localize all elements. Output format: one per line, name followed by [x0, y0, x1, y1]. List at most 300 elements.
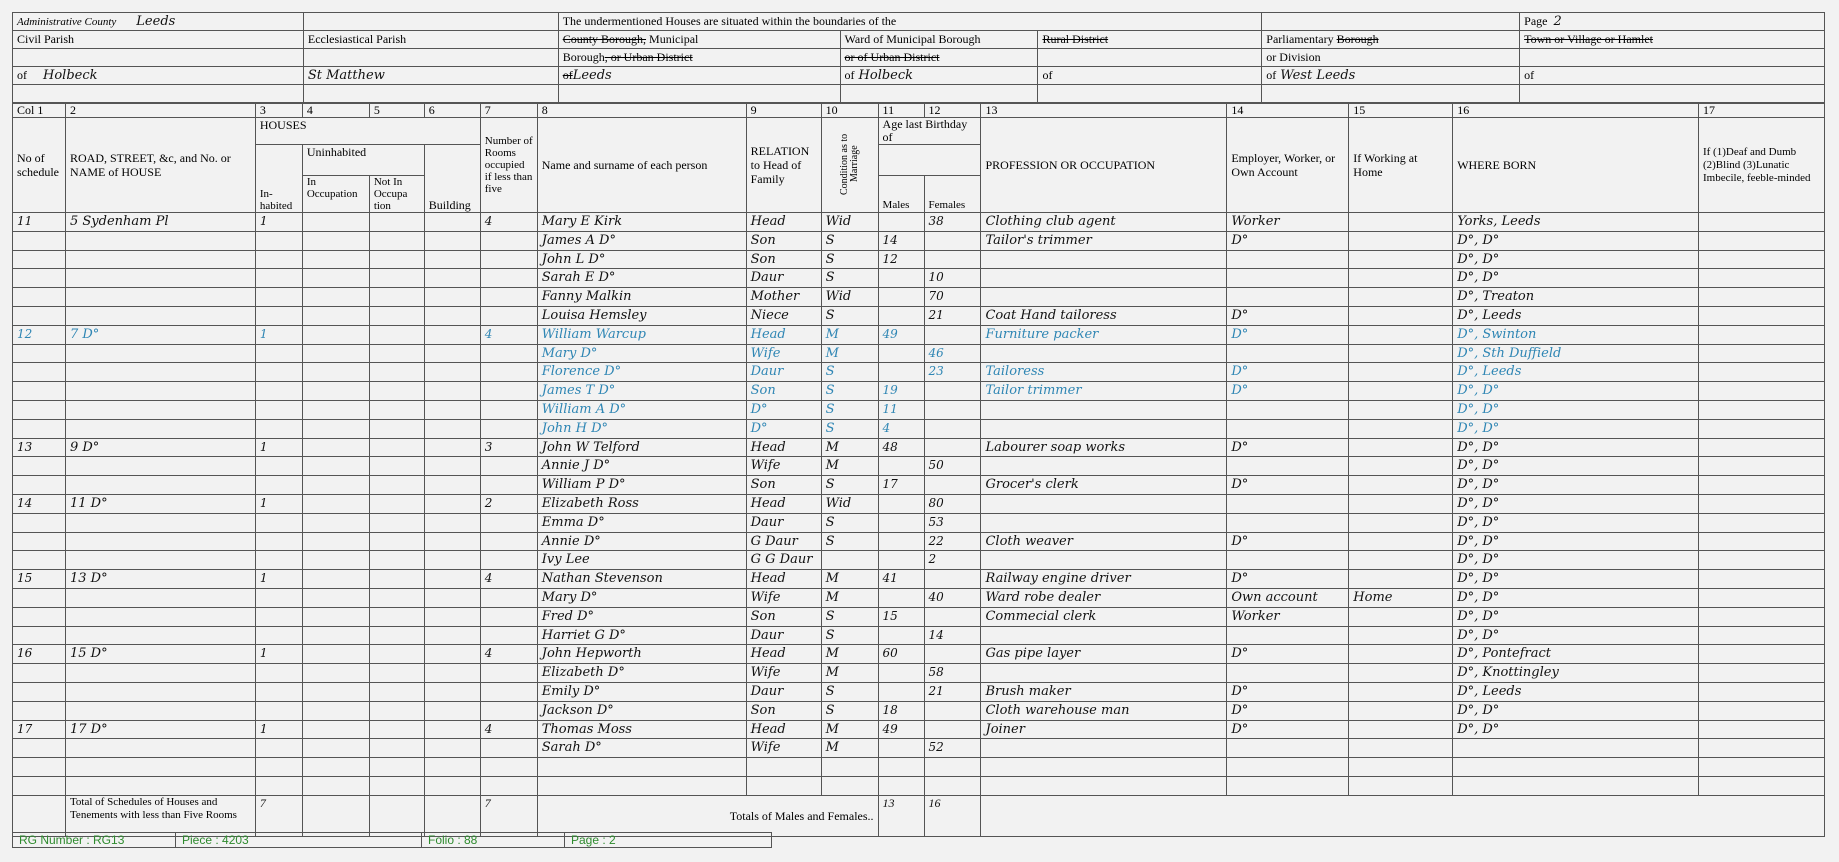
in-occupation-cell — [302, 288, 369, 307]
where-born-cell: D°, Knottingley — [1453, 664, 1699, 683]
where-born-cell: D°, D° — [1453, 494, 1699, 513]
male-age-cell: 15 — [878, 607, 924, 626]
employer-status-cell: D° — [1227, 382, 1349, 401]
total-females: 16 — [928, 795, 941, 810]
inhabited-cell — [255, 607, 302, 626]
relation-cell: Head — [746, 325, 821, 344]
in-occupation-cell — [302, 645, 369, 664]
working-at-home-cell — [1349, 532, 1453, 551]
empty-row — [13, 776, 1825, 795]
where-born-cell: D°, D° — [1453, 419, 1699, 438]
marital-condition-cell: S — [821, 363, 878, 382]
not-in-occupation-cell — [369, 438, 424, 457]
female-age-cell — [924, 382, 981, 401]
table-row — [13, 739, 1825, 758]
relation-cell: Head — [746, 438, 821, 457]
working-at-home-cell — [1349, 607, 1453, 626]
where-born-cell: D°, D° — [1453, 701, 1699, 720]
infirmity-cell — [1698, 306, 1824, 325]
inhabited-cell — [255, 513, 302, 532]
female-age-cell: 50 — [924, 457, 981, 476]
relation-cell: Son — [746, 382, 821, 401]
building-header: Building — [428, 198, 471, 212]
road-address-cell: 11 D° — [65, 494, 255, 513]
marital-condition-cell: Wid — [821, 213, 878, 232]
column-number: 16 — [1453, 104, 1699, 118]
municipal-label: Municipal — [646, 32, 699, 46]
empty-cell — [537, 758, 746, 777]
infirmity-cell — [1698, 438, 1824, 457]
relation-cell: Wife — [746, 457, 821, 476]
not-in-occupation-cell — [369, 231, 424, 250]
in-occupation-cell — [302, 494, 369, 513]
folio-number: Folio : 88 — [428, 833, 478, 847]
building-cell — [424, 419, 480, 438]
relation-cell: Son — [746, 701, 821, 720]
rural-district-struck: Rural District — [1042, 32, 1109, 46]
marital-condition-cell: M — [821, 720, 878, 739]
building-cell — [424, 363, 480, 382]
occupation-cell: Grocer's clerk — [981, 476, 1227, 495]
not-in-occupation-cell — [369, 682, 424, 701]
in-occupation-cell — [302, 664, 369, 683]
marital-condition-cell: Wid — [821, 494, 878, 513]
employer-status-cell — [1227, 419, 1349, 438]
rooms-count-cell — [480, 306, 537, 325]
employer-status-cell: D° — [1227, 645, 1349, 664]
infirmity-cell — [1698, 551, 1824, 570]
empty-cell — [369, 758, 424, 777]
working-at-home-cell — [1349, 682, 1453, 701]
rooms-count-cell: 3 — [480, 438, 537, 457]
working-at-home-cell — [1349, 701, 1453, 720]
relation-cell: Head — [746, 213, 821, 232]
employer-status-cell: D° — [1227, 363, 1349, 382]
infirmity-header: If (1)Deaf and Dumb (2)Blind (3)Lunatic Imbecile, feeble-minded — [1702, 145, 1811, 184]
female-age-cell — [924, 419, 981, 438]
admin-county-label: Administrative County — [17, 16, 117, 28]
building-cell — [424, 720, 480, 739]
road-address-cell — [65, 250, 255, 269]
marital-condition-cell: S — [821, 269, 878, 288]
female-age-cell: 10 — [924, 269, 981, 288]
inhabited-cell — [255, 231, 302, 250]
infirmity-cell — [1698, 288, 1824, 307]
female-age-cell — [924, 720, 981, 739]
inhabited-cell — [255, 419, 302, 438]
inhabited-cell — [255, 288, 302, 307]
in-occupation-cell — [302, 269, 369, 288]
rooms-header: Number of Rooms occupied if less than five — [484, 135, 533, 195]
working-at-home-cell — [1349, 476, 1453, 495]
schedule-number-cell — [13, 588, 66, 607]
employer-status-cell: D° — [1227, 570, 1349, 589]
column-number: 15 — [1349, 104, 1453, 118]
county-borough-struck: County Borough, — [562, 32, 647, 46]
table-row — [13, 551, 1825, 570]
schedule-header: No of schedule — [17, 151, 59, 179]
employer-status-cell: D° — [1227, 231, 1349, 250]
urban-district-struck: , or Urban District — [604, 50, 693, 64]
parliamentary-label: Parliamentary — [1266, 32, 1334, 46]
schedule-number-cell: 12 — [13, 325, 66, 344]
road-address-cell — [65, 231, 255, 250]
name-header: Name and surname of each person — [541, 158, 708, 172]
marital-condition-cell: M — [821, 325, 878, 344]
road-address-cell — [65, 532, 255, 551]
road-address-cell — [65, 363, 255, 382]
person-name-cell: Annie D° — [537, 532, 746, 551]
parliamentary-borough-struck: Borough — [1336, 32, 1379, 46]
infirmity-cell — [1698, 363, 1824, 382]
male-age-cell — [878, 551, 924, 570]
empty-cell — [924, 776, 981, 795]
empty-cell — [981, 758, 1227, 777]
marital-condition-cell: S — [821, 607, 878, 626]
female-age-cell: 38 — [924, 213, 981, 232]
person-name-cell: John W Telford — [537, 438, 746, 457]
infirmity-cell — [1698, 382, 1824, 401]
occupation-cell — [981, 457, 1227, 476]
town-village-struck: Town or Village or Hamlet — [1524, 32, 1653, 46]
where-born-cell: D°, D° — [1453, 438, 1699, 457]
employer-status-cell: D° — [1227, 306, 1349, 325]
male-age-cell: 19 — [878, 382, 924, 401]
employer-status-cell: D° — [1227, 701, 1349, 720]
empty-cell — [821, 776, 878, 795]
empty-cell — [424, 776, 480, 795]
schedule-number-cell: 16 — [13, 645, 66, 664]
building-cell — [424, 551, 480, 570]
road-address-cell — [65, 344, 255, 363]
person-name-cell: John L D° — [537, 250, 746, 269]
age-header: Age last Birthday of — [882, 117, 968, 144]
person-name-cell: Ivy Lee — [537, 551, 746, 570]
not-in-occupation-cell — [369, 250, 424, 269]
schedule-number-cell — [13, 231, 66, 250]
marital-condition-cell: M — [821, 645, 878, 664]
not-in-occupation-cell — [369, 626, 424, 645]
female-age-cell: 22 — [924, 532, 981, 551]
table-row — [13, 513, 1825, 532]
of-label: of — [1524, 68, 1535, 82]
working-at-home-cell — [1349, 231, 1453, 250]
empty-cell — [13, 776, 66, 795]
in-occupation-cell — [302, 607, 369, 626]
table-row — [13, 570, 1825, 589]
table-row — [13, 325, 1825, 344]
empty-cell — [746, 758, 821, 777]
rooms-count-cell — [480, 288, 537, 307]
in-occupation-cell — [302, 701, 369, 720]
empty-row — [13, 758, 1825, 777]
where-born-cell: D°, Treaton — [1453, 288, 1699, 307]
road-address-cell — [65, 664, 255, 683]
where-born-cell: D°, D° — [1453, 250, 1699, 269]
occupation-cell — [981, 250, 1227, 269]
column-number: 14 — [1227, 104, 1349, 118]
males-header: Males — [882, 199, 910, 211]
table-row — [13, 400, 1825, 419]
person-name-cell: Mary D° — [537, 344, 746, 363]
empty-cell — [1349, 776, 1453, 795]
road-address-cell — [65, 701, 255, 720]
ward-label: Ward of Municipal Borough — [844, 32, 981, 46]
road-address-cell: 5 Sydenham Pl — [65, 213, 255, 232]
occupation-cell: Gas pipe layer — [981, 645, 1227, 664]
table-row — [13, 457, 1825, 476]
infirmity-cell — [1698, 419, 1824, 438]
working-at-home-cell — [1349, 438, 1453, 457]
occupation-cell: Coat Hand tailoress — [981, 306, 1227, 325]
road-address-cell — [65, 607, 255, 626]
relation-cell: D° — [746, 419, 821, 438]
rooms-count-cell — [480, 607, 537, 626]
occupation-cell — [981, 419, 1227, 438]
table-row — [13, 363, 1825, 382]
schedule-number-cell — [13, 476, 66, 495]
relation-cell: Son — [746, 476, 821, 495]
where-born-cell: D°, Sth Duffield — [1453, 344, 1699, 363]
borough-label: Borough — [562, 50, 605, 64]
road-address-cell — [65, 306, 255, 325]
male-age-cell — [878, 532, 924, 551]
inhabited-cell — [255, 664, 302, 683]
total-males: 13 — [882, 795, 895, 810]
eccl-parish-label: Ecclesiastical Parish — [307, 32, 407, 46]
column-number: 11 — [878, 104, 924, 118]
relation-cell: Mother — [746, 288, 821, 307]
occupation-cell: Commecial clerk — [981, 607, 1227, 626]
schedule-number-cell — [13, 701, 66, 720]
person-name-cell: John Hepworth — [537, 645, 746, 664]
column-number-row — [13, 104, 1825, 118]
female-age-cell: 14 — [924, 626, 981, 645]
employer-status-cell — [1227, 494, 1349, 513]
marital-condition-cell: M — [821, 457, 878, 476]
infirmity-cell — [1698, 457, 1824, 476]
working-at-home-cell — [1349, 400, 1453, 419]
male-age-cell: 41 — [878, 570, 924, 589]
person-name-cell: Annie J D° — [537, 457, 746, 476]
schedule-number-cell — [13, 626, 66, 645]
occupation-header: PROFESSION OR OCCUPATION — [985, 158, 1156, 172]
male-age-cell — [878, 513, 924, 532]
building-cell — [424, 382, 480, 401]
infirmity-cell — [1698, 739, 1824, 758]
building-cell — [424, 682, 480, 701]
or-division-label: or Division — [1266, 50, 1321, 64]
person-name-cell: Elizabeth D° — [537, 664, 746, 683]
person-name-cell: Mary E Kirk — [537, 213, 746, 232]
employer-status-cell: D° — [1227, 325, 1349, 344]
empty-cell — [746, 776, 821, 795]
employer-status-cell — [1227, 664, 1349, 683]
occupation-cell — [981, 344, 1227, 363]
building-cell — [424, 269, 480, 288]
infirmity-cell — [1698, 626, 1824, 645]
marital-condition-cell: M — [821, 344, 878, 363]
working-at-home-cell — [1349, 457, 1453, 476]
rooms-count-cell — [480, 476, 537, 495]
working-at-home-cell — [1349, 306, 1453, 325]
inhabited-cell — [255, 457, 302, 476]
census-page — [12, 12, 1825, 837]
empty-cell — [480, 776, 537, 795]
employer-status-cell — [1227, 288, 1349, 307]
totals-label: Total of Schedules of Houses and Tenements with less than Five Rooms — [69, 795, 237, 821]
occupation-cell: Cloth weaver — [981, 532, 1227, 551]
infirmity-cell — [1698, 720, 1824, 739]
houses-header: HOUSES — [259, 118, 307, 132]
male-age-cell — [878, 739, 924, 758]
not-in-occupation-cell — [369, 607, 424, 626]
building-cell — [424, 494, 480, 513]
female-age-cell: 21 — [924, 306, 981, 325]
not-in-occupation-header: Not In Occupa tion — [373, 176, 408, 212]
relation-cell: Wife — [746, 344, 821, 363]
ward-value: Holbeck — [858, 68, 914, 83]
inhabited-cell: 1 — [255, 720, 302, 739]
marital-condition-cell: S — [821, 419, 878, 438]
male-age-cell — [878, 344, 924, 363]
in-occupation-cell — [302, 419, 369, 438]
occupation-cell: Labourer soap works — [981, 438, 1227, 457]
rooms-count-cell — [480, 231, 537, 250]
schedule-number-cell — [13, 457, 66, 476]
in-occupation-cell — [302, 476, 369, 495]
in-occupation-cell — [302, 739, 369, 758]
in-occupation-cell — [302, 306, 369, 325]
not-in-occupation-cell — [369, 363, 424, 382]
working-at-home-cell — [1349, 739, 1453, 758]
building-cell — [424, 344, 480, 363]
relation-cell: Wife — [746, 588, 821, 607]
not-in-occupation-cell — [369, 382, 424, 401]
relation-cell: Daur — [746, 682, 821, 701]
schedule-number-cell: 13 — [13, 438, 66, 457]
empty-cell — [1453, 758, 1699, 777]
person-name-cell: Thomas Moss — [537, 720, 746, 739]
inhabited-cell — [255, 682, 302, 701]
in-occupation-cell — [302, 682, 369, 701]
employer-status-cell — [1227, 400, 1349, 419]
male-age-cell: 14 — [878, 231, 924, 250]
empty-cell — [13, 758, 66, 777]
rooms-count-cell — [480, 551, 537, 570]
empty-cell — [65, 758, 255, 777]
total-houses: 7 — [259, 795, 266, 810]
relation-cell: Head — [746, 720, 821, 739]
male-age-cell: 17 — [878, 476, 924, 495]
rooms-count-cell — [480, 682, 537, 701]
working-at-home-cell — [1349, 363, 1453, 382]
road-address-cell — [65, 476, 255, 495]
occupation-cell — [981, 551, 1227, 570]
column-number: 6 — [424, 104, 480, 118]
male-age-cell — [878, 363, 924, 382]
relation-cell: Head — [746, 645, 821, 664]
inhabited-cell — [255, 532, 302, 551]
infirmity-cell — [1698, 664, 1824, 683]
inhabited-cell — [255, 739, 302, 758]
column-number: 9 — [746, 104, 821, 118]
female-age-cell: 53 — [924, 513, 981, 532]
infirmity-cell — [1698, 494, 1824, 513]
schedule-number-cell: 11 — [13, 213, 66, 232]
male-age-cell: 12 — [878, 250, 924, 269]
building-cell — [424, 570, 480, 589]
infirmity-cell — [1698, 532, 1824, 551]
table-row — [13, 438, 1825, 457]
not-in-occupation-cell — [369, 588, 424, 607]
empty-cell — [369, 776, 424, 795]
working-at-home-cell — [1349, 494, 1453, 513]
employer-status-cell — [1227, 457, 1349, 476]
table-row — [13, 494, 1825, 513]
where-born-cell: D°, Leeds — [1453, 682, 1699, 701]
in-occupation-cell — [302, 457, 369, 476]
relation-cell: Daur — [746, 363, 821, 382]
relation-cell: Daur — [746, 513, 821, 532]
person-name-cell: Florence D° — [537, 363, 746, 382]
working-at-home-cell — [1349, 269, 1453, 288]
column-number: 7 — [480, 104, 537, 118]
occupation-cell: Tailoress — [981, 363, 1227, 382]
where-born-cell: D°, D° — [1453, 231, 1699, 250]
where-born-cell — [1453, 739, 1699, 758]
person-name-cell: William P D° — [537, 476, 746, 495]
employer-status-cell — [1227, 513, 1349, 532]
working-at-home-cell — [1349, 626, 1453, 645]
road-address-cell — [65, 588, 255, 607]
inhabited-cell: 1 — [255, 438, 302, 457]
occupation-cell — [981, 400, 1227, 419]
inhabited-cell — [255, 344, 302, 363]
in-occupation-cell — [302, 720, 369, 739]
employer-status-cell — [1227, 626, 1349, 645]
schedule-number-cell — [13, 382, 66, 401]
male-age-cell — [878, 664, 924, 683]
where-born-cell: D°, Swinton — [1453, 325, 1699, 344]
infirmity-cell — [1698, 701, 1824, 720]
piece-number: Piece : 4203 — [182, 833, 249, 847]
table-row — [13, 231, 1825, 250]
in-occupation-cell — [302, 231, 369, 250]
road-address-cell — [65, 400, 255, 419]
occupation-cell — [981, 513, 1227, 532]
table-row — [13, 382, 1825, 401]
female-age-cell: 23 — [924, 363, 981, 382]
totals-row — [13, 795, 1825, 836]
employer-status-cell: D° — [1227, 532, 1349, 551]
table-row — [13, 607, 1825, 626]
occupation-cell: Cloth warehouse man — [981, 701, 1227, 720]
road-address-cell: 7 D° — [65, 325, 255, 344]
relation-cell: Wife — [746, 739, 821, 758]
total-rooms: 7 — [484, 795, 491, 810]
male-age-cell — [878, 306, 924, 325]
not-in-occupation-cell — [369, 344, 424, 363]
not-in-occupation-cell — [369, 288, 424, 307]
inhabited-cell — [255, 476, 302, 495]
relation-cell: Daur — [746, 269, 821, 288]
marital-condition-cell: S — [821, 231, 878, 250]
table-row — [13, 344, 1825, 363]
column-number: 5 — [369, 104, 424, 118]
marital-condition-cell: M — [821, 664, 878, 683]
marital-condition-cell: S — [821, 382, 878, 401]
